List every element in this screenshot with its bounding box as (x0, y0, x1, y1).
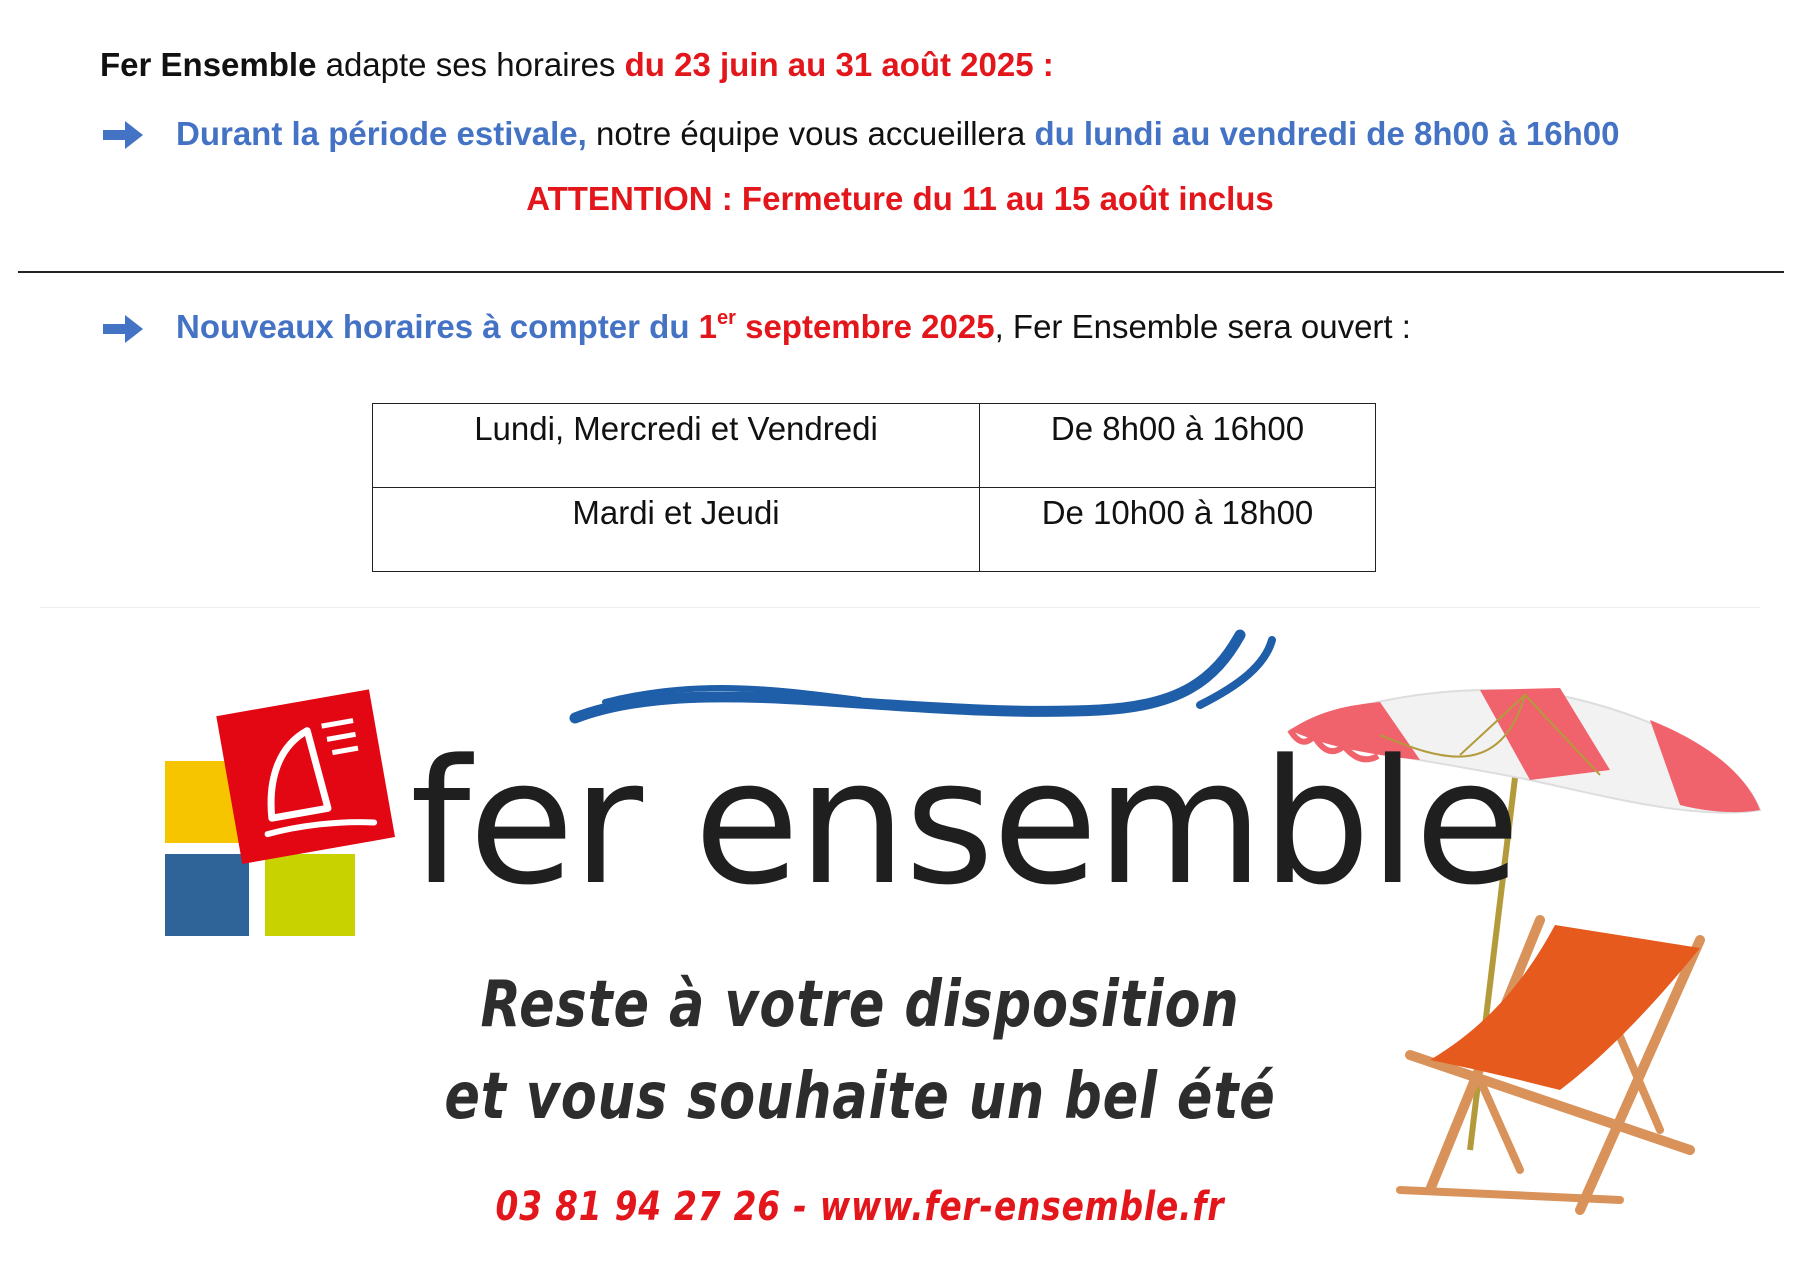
summer-period: du 23 juin au 31 août 2025 : (624, 46, 1054, 83)
start-day-suffix: er (717, 307, 736, 329)
logo-squares (165, 689, 395, 936)
brand-name: Fer Ensemble (100, 46, 317, 83)
hours-cell: De 10h00 à 18h00 (980, 488, 1376, 572)
start-day: 1 (698, 308, 718, 345)
iron-icon (216, 689, 395, 864)
brand-wordmark: fer ensemble (410, 722, 1519, 923)
arrow-right-icon (103, 315, 143, 343)
image-top-edge (40, 607, 1760, 608)
section-divider (18, 271, 1784, 273)
start-month: septembre 2025 (735, 308, 995, 345)
days-cell: Mardi et Jeudi (373, 488, 980, 572)
hours-cell: De 8h00 à 16h00 (980, 404, 1376, 488)
summer-illustration (0, 610, 1800, 1273)
new-hours-line (176, 308, 1411, 346)
summer-text: notre équipe vous accueillera (586, 115, 1035, 152)
summer-lead: Durant la période estivale, (176, 115, 587, 152)
new-hours-text: , Fer Ensemble sera ouvert : (994, 308, 1411, 345)
new-hours-lead: Nouveaux horaires à compter du (176, 308, 699, 345)
opening-hours-table (372, 403, 1376, 572)
intro-text: adapte ses horaires (316, 46, 625, 83)
days-cell: Lundi, Mercredi et Vendredi (373, 404, 980, 488)
table-row (373, 488, 1376, 572)
table-row (373, 404, 1376, 488)
summer-hours: du lundi au vendredi de 8h00 à 16h00 (1034, 115, 1620, 152)
summer-hours-intro (100, 46, 1054, 84)
closure-notice: ATTENTION : Fermeture du 11 au 15 août inclus (526, 180, 1274, 217)
arrow-right-icon (103, 121, 143, 149)
contact-info: 03 81 94 27 26 - www.fer-ensemble.fr (495, 1184, 1225, 1230)
slogan-line-2: et vous souhaite un bel été (444, 1060, 1276, 1134)
slogan-line-1: Reste à votre disposition (480, 968, 1240, 1042)
summer-hours-line (176, 115, 1619, 153)
wave-stroke (575, 635, 1272, 718)
